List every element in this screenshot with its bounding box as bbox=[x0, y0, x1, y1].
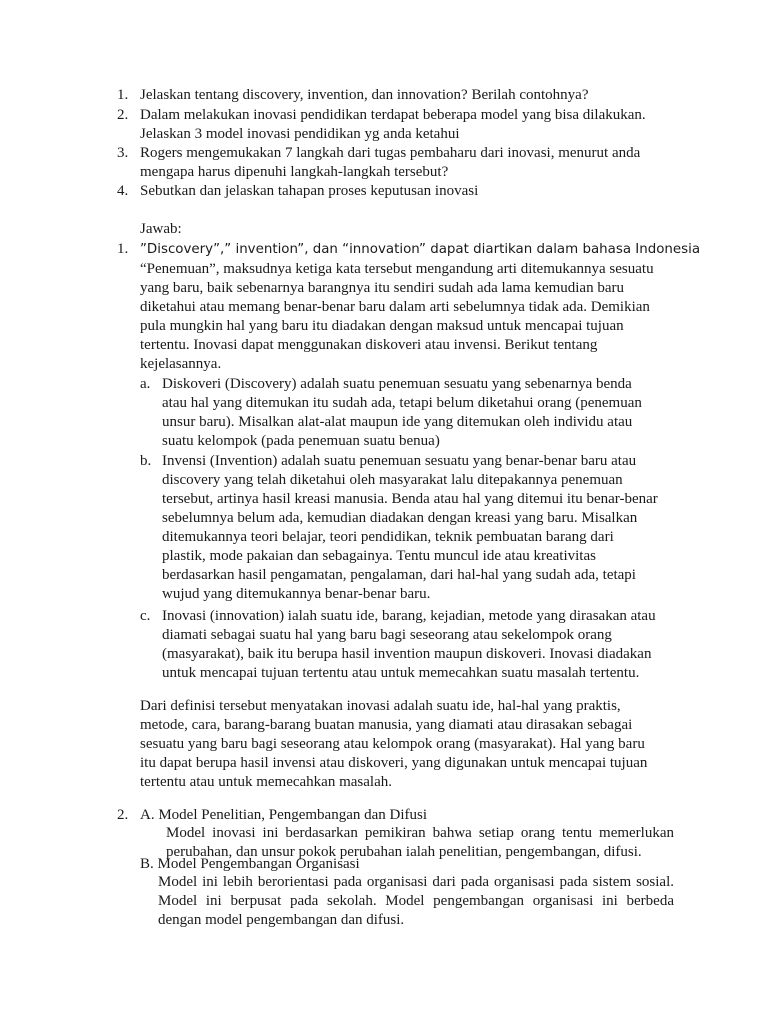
item-b-line: tersebut, artinya hasil kreasi manusia. Benda atau hal yang ditemui itu benar-benar bbox=[162, 491, 658, 507]
answer-1-line: diketahui atau memang benar-benar baru dalam arti sebelumnya tidak ada. Demikian bbox=[140, 299, 650, 315]
question-2-line-1: Dalam melakukan inovasi pendidikan terdapat beberapa model yang bisa dilakukan. bbox=[140, 107, 646, 123]
answer-heading: Jawab: bbox=[140, 221, 182, 237]
item-b-line: Invensi (Invention) adalah suatu penemuan sesuatu yang benar-benar baru atau bbox=[162, 453, 637, 469]
item-c-line: diamati sebagai suatu hal yang baru bagi seseorang atau sekelompok orang bbox=[162, 627, 612, 643]
model-b-text: Model ini lebih berorientasi pada organisasi dari pada organisasi pada sistem sosial. Model ini berpusat pada sekolah. Model pengembangan organisasi ini berbeda dengan model pengembangan dan difusi. bbox=[158, 874, 674, 929]
question-3-line-1: Rogers mengemukakan 7 langkah dari tugas pembaharu dari inovasi, menurut anda bbox=[140, 145, 641, 161]
question-1-number: 1. bbox=[117, 87, 129, 103]
item-a-line: suatu kelompok (pada penemuan suatu benua) bbox=[162, 433, 440, 449]
item-a-line: Diskoveri (Discovery) adalah suatu penemuan sesuatu yang sebenarnya benda bbox=[162, 376, 632, 392]
item-c-line: Inovasi (innovation) ialah suatu ide, barang, kejadian, metode yang dirasakan atau bbox=[162, 608, 656, 624]
question-1-text: Jelaskan tentang discovery, invention, dan innovation? Berilah contohnya? bbox=[140, 87, 589, 103]
question-3-line-2: mengapa harus dipenuhi langkah-langkah tersebut? bbox=[140, 164, 449, 180]
model-a-title: A. Model Penelitian, Pengembangan dan Difusi bbox=[140, 807, 428, 823]
item-b-line: discovery yang telah diketahui oleh masyarakat lalu ditepakannya penemuan bbox=[162, 472, 623, 488]
question-3-number: 3. bbox=[117, 145, 129, 161]
question-4-text: Sebutkan dan jelaskan tahapan proses keputusan inovasi bbox=[140, 183, 479, 199]
item-a-label: a. bbox=[140, 376, 151, 392]
item-b-line: ditemukannya teori belajar, teori pendidikan, teknik pembuatan barang dari bbox=[162, 529, 614, 545]
answer-1-line: yang baru, baik sebenarnya barangnya itu sendiri sudah ada lama kemudian baru bbox=[140, 280, 624, 296]
item-c-label: c. bbox=[140, 608, 151, 624]
item-b-line: plastik, mode pakaian dan sebagainya. Tentu muncul ide atau kreativitas bbox=[162, 548, 596, 564]
item-a-line: atau hal yang ditemukan itu sudah ada, tetapi belum diketahui orang (penemuan bbox=[162, 395, 642, 411]
answer-1-line: tertentu. Inovasi dapat menggunakan diskoveri atau invensi. Berikut tentang bbox=[140, 337, 598, 353]
conclusion-line: Dari definisi tersebut menyatakan inovasi adalah suatu ide, hal-hal yang praktis, bbox=[140, 698, 621, 714]
item-c-line: (masyarakat), baik itu berupa hasil invention maupun diskoveri. Inovasi diadakan bbox=[162, 646, 652, 662]
conclusion-line: metode, cara, barang-barang buatan manusia, yang diamati atau dirasakan sebagai bbox=[140, 717, 633, 733]
question-2-line-2: Jelaskan 3 model inovasi pendidikan yg anda ketahui bbox=[140, 126, 460, 142]
item-b-label: b. bbox=[140, 453, 152, 469]
item-a-line: unsur baru). Misalkan alat-alat maupun ide yang ditemukan oleh individu atau bbox=[162, 414, 633, 430]
answer-1-line: kejelasannya. bbox=[140, 356, 222, 372]
item-c-line: untuk mencapai tujuan tertentu atau untuk memecahkan suatu masalah tertentu. bbox=[162, 665, 640, 681]
conclusion-line: itu dapat berupa hasil invensi atau diskoveri, yang digunakan untuk mencapai tujuan bbox=[140, 755, 648, 771]
conclusion-line: sesuatu yang baru bagi seseorang atau kelompok orang (masyarakat). Hal yang baru bbox=[140, 736, 645, 752]
question-2-number: 2. bbox=[117, 107, 129, 123]
item-b-line: berdasarkan hasil pengamatan, pengalaman, dari hal-hal yang sudah ada, tetapi bbox=[162, 567, 636, 583]
item-b-line: wujud yang ditemukannya benar-benar baru. bbox=[162, 586, 431, 602]
answer-1-line: “Penemuan”, maksudnya ketiga kata tersebut mengandung arti ditemukannya sesuatu bbox=[140, 261, 654, 277]
answer-1-line: pula mungkin hal yang baru itu diadakan dengan maksud untuk mencapai tujuan bbox=[140, 318, 624, 334]
answer-1-first-line: ”Discovery”,” invention”, dan “innovation” dapat diartikan dalam bahasa Indonesia bbox=[140, 242, 701, 257]
answer-1-number: 1. bbox=[117, 241, 129, 257]
item-b-line: sebelumnya belum ada, kemudian diadakan dengan kreasi yang baru. Misalkan bbox=[162, 510, 638, 526]
answer-2-number: 2. bbox=[117, 807, 129, 823]
model-b-title: B. Model Pengembangan Organisasi bbox=[140, 856, 360, 872]
question-4-number: 4. bbox=[117, 183, 129, 199]
model-a-text: Model inovasi ini berdasarkan pemikiran bahwa setiap orang tentu memerlukan perubahan, dan unsur pokok perubahan ialah penelitian, pengembangan, difusi. bbox=[166, 825, 674, 861]
conclusion-line: tertentu atau untuk memecahkan masalah. bbox=[140, 774, 392, 790]
